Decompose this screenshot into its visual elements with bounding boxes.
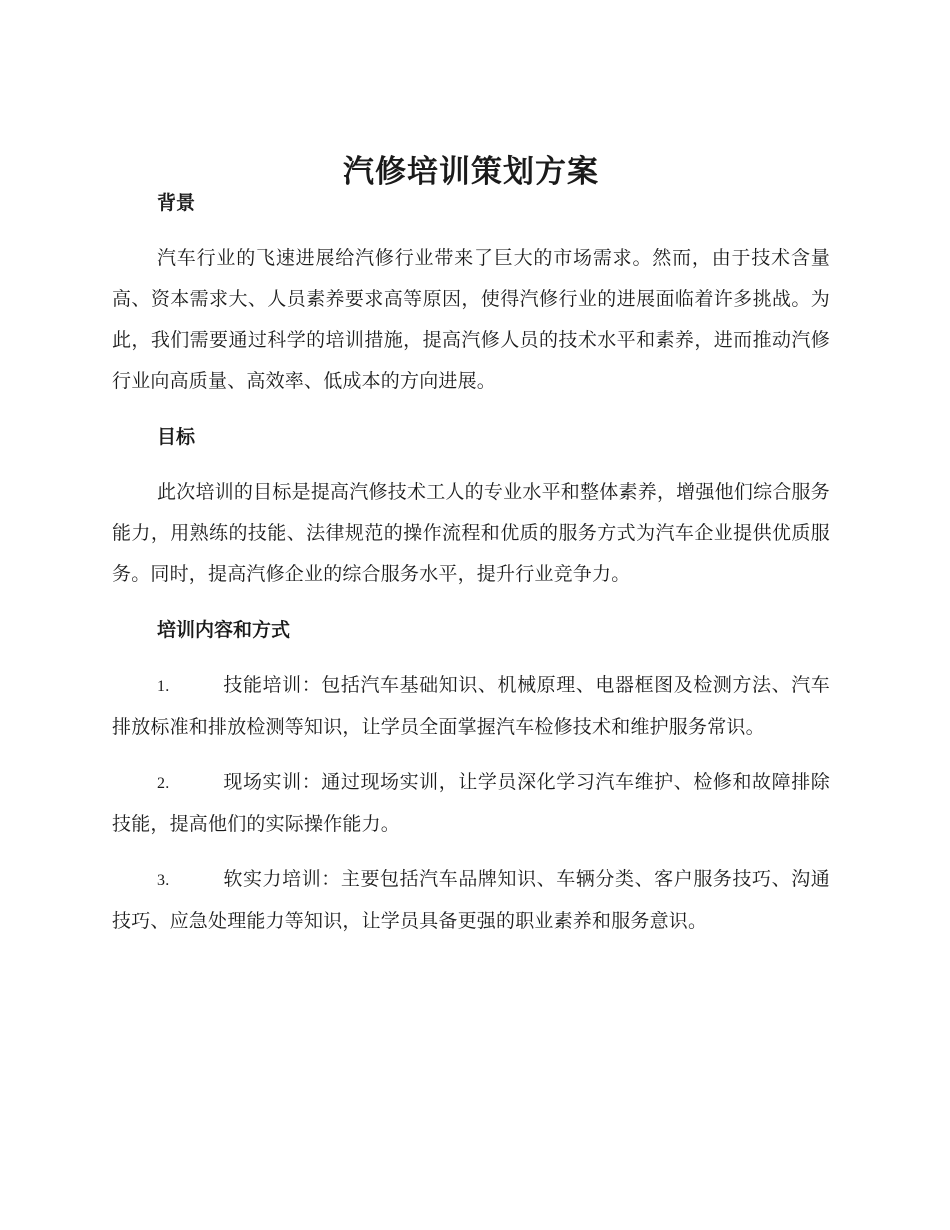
list-item-number: 2. [157,775,170,792]
list-item [112,762,830,845]
list-item-text: 软实力培训：主要包括汽车品牌知识、车辆分类、客户服务技巧、沟通技巧、应急处理能力等知识，让学员具备更强的职业素养和服务意识。 [112,868,830,932]
background-paragraph: 汽车行业的飞速进展给汽修行业带来了巨大的市场需求。然而，由于技术含量高、资本需求大、人员素养要求高等原因，使得汽修行业的进展面临着许多挑战。为此，我们需要通过科学的培训措施，提高汽修人员的技术水平和素养，进而推动汽修行业向高质量、高效率、低成本的方向进展。 [112,247,830,392]
document-page [112,148,830,942]
list-item-text: 技能培训：包括汽车基础知识、机械原理、电器框图及检测方法、汽车排放标准和排放检测等知识，让学员全面掌握汽车检修技术和维护服务常识。 [112,674,830,738]
section-heading-training-content: 培训内容和方式 [157,619,291,641]
list-item [112,859,830,942]
list-item-text: 现场实训：通过现场实训，让学员深化学习汽车维护、检修和故障排除技能，提高他们的实际操作能力。 [112,771,830,835]
list-item-number: 3. [157,872,170,889]
section-heading-goal: 目标 [157,426,196,448]
section-heading-background: 背景 [157,192,196,214]
goal-paragraph: 此次培训的目标是提高汽修技术工人的专业水平和整体素养，增强他们综合服务能力，用熟练的技能、法律规范的操作流程和优质的服务方式为汽车企业提供优质服务。同时，提高汽修企业的综合服务水平，提升行业竞争力。 [112,481,830,585]
document-title: 汽修培训策划方案 [343,154,599,190]
list-item [112,665,830,748]
list-item-number: 1. [157,678,170,695]
